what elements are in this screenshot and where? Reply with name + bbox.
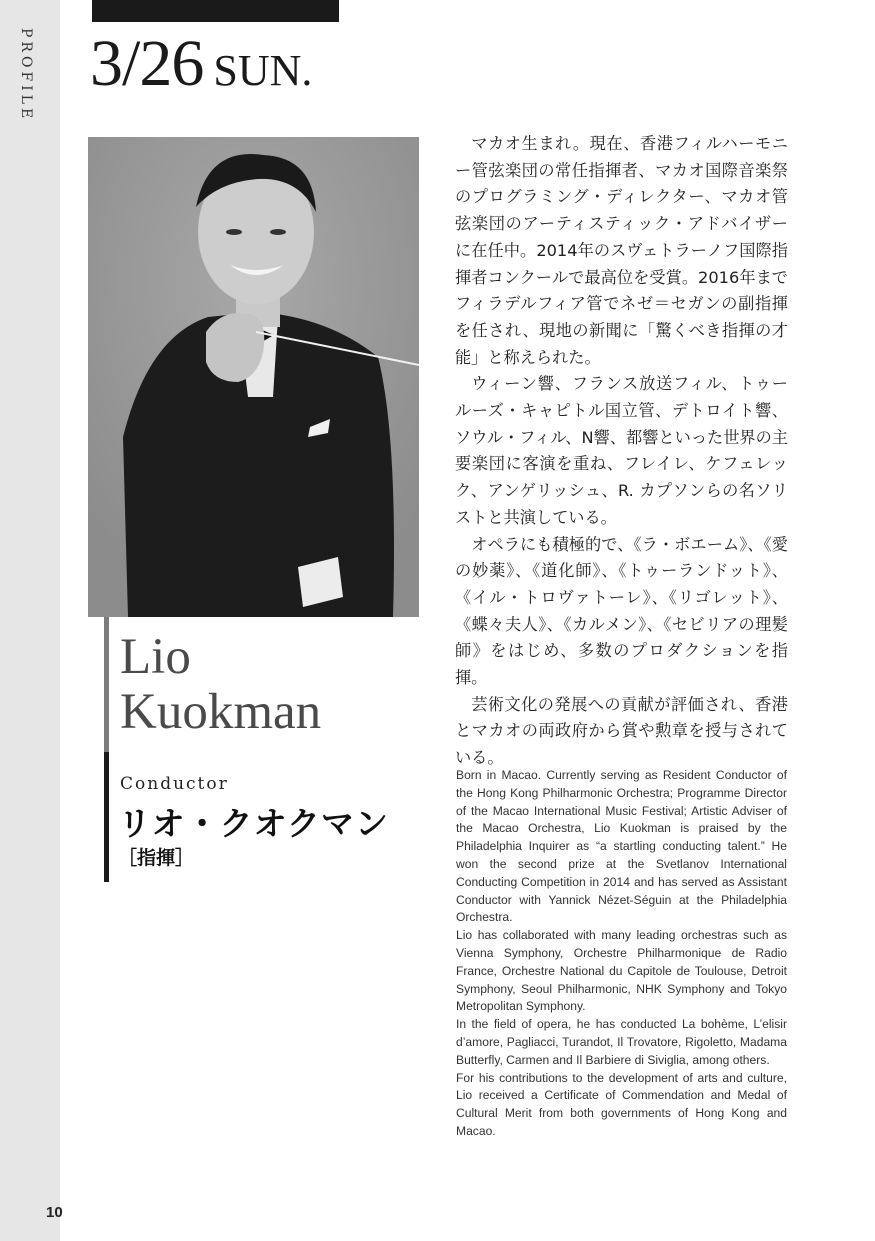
artist-name-en-line1: Lio bbox=[120, 629, 191, 685]
name-accent-bar-grey bbox=[104, 617, 109, 752]
date-weekday: SUN. bbox=[213, 46, 313, 95]
concert-date bbox=[90, 26, 312, 102]
artist-name-ja: リオ・クオクマン bbox=[118, 804, 390, 843]
name-accent-bar-black bbox=[104, 752, 109, 882]
bio-ja-paragraph: 芸術文化の発展への貢献が評価され、香港とマカオの両政府から賞や勲章を授与されている。 bbox=[455, 694, 788, 768]
artist-name-en bbox=[120, 630, 321, 740]
side-strip bbox=[0, 0, 63, 1241]
bio-en-paragraph: In the field of opera, he has conducted La bohème, L’elisir d’amore, Pagliacci, Turandot, Il Trovatore, Rigoletto, Madama Butterfly, Carmen and Il Barbiere di Siviglia, among others. bbox=[456, 1017, 787, 1067]
page-number: 10 bbox=[46, 1204, 63, 1221]
bio-en-paragraph: Lio has collaborated with many leading orchestras such as Vienna Symphony, Orchestre Philharmonique de Radio France, Orchestre National du Capitole de Toulouse, Detroit Symphony, Seoul Philharmonic, NHK Symphony and Tokyo Metropolitan Symphony. bbox=[456, 928, 787, 1014]
bio-ja-paragraph: オペラにも積極的で、《ラ・ボエーム》、《愛の妙薬》、《道化師》、《トゥーランドット》、《イル・トロヴァトーレ》、《リゴレット》、《蝶々夫人》、《カルメン》、《セビリアの理髪師》をはじめ、多数のプロダクションを指揮。 bbox=[455, 534, 788, 688]
artist-role-en: Conductor bbox=[120, 774, 229, 794]
biography-english bbox=[456, 767, 787, 1141]
bio-en-paragraph: For his contributions to the development of arts and culture, Lio received a Certificate of Commendation and Medal of Cultural Merit from both governments of Hong Kong and Macao. bbox=[456, 1070, 787, 1138]
section-label: PROFILE bbox=[18, 28, 34, 123]
bio-ja-paragraph: ウィーン響、フランス放送フィル、トゥールーズ・キャピトル国立管、デトロイト響、ソウル・フィル、N響、都響といった世界の主要楽団に客演を重ね、フレイレ、ケフェレック、アンゲリッシュ、R. カプソンらの名ソリストと共演している。 bbox=[455, 374, 788, 527]
conductor-photo bbox=[88, 137, 419, 617]
date-day: 3/26 bbox=[90, 27, 204, 100]
biography-japanese bbox=[455, 131, 788, 772]
bio-en-paragraph: Born in Macao. Currently serving as Resident Conductor of the Hong Kong Philharmonic Orchestra; Programme Director of the Macao International Music Festival; Artistic Adviser of the Macao Orchestra, Lio Kuokman is praised by the Philadelphia Inquirer as “a startling conducting talent.” He won the second prize at the Svetlanov International Conducting Competition in 2014 and has served as Assistant Conductor with Yannick Nézet-Séguin at the Philadelphia Orchestra. bbox=[456, 768, 787, 925]
artist-role-ja: ［指揮］ bbox=[118, 847, 195, 869]
bio-ja-paragraph: マカオ生まれ。現在、香港フィルハーモニー管弦楽団の常任指揮者、マカオ国際音楽祭のプログラミング・ディレクター、マカオ管弦楽団のアーティスティック・アドバイザーに在任中。2014年のスヴェトラーノフ国際指揮者コンクールで最高位を受賞。2016年までフィラデルフィア管でネゼ＝セガンの副指揮を任され、現地の新聞に「驚くべき指揮の才能」と称えられた。 bbox=[455, 134, 788, 367]
header-bar bbox=[92, 0, 339, 22]
artist-name-en-line2: Kuokman bbox=[120, 684, 322, 740]
